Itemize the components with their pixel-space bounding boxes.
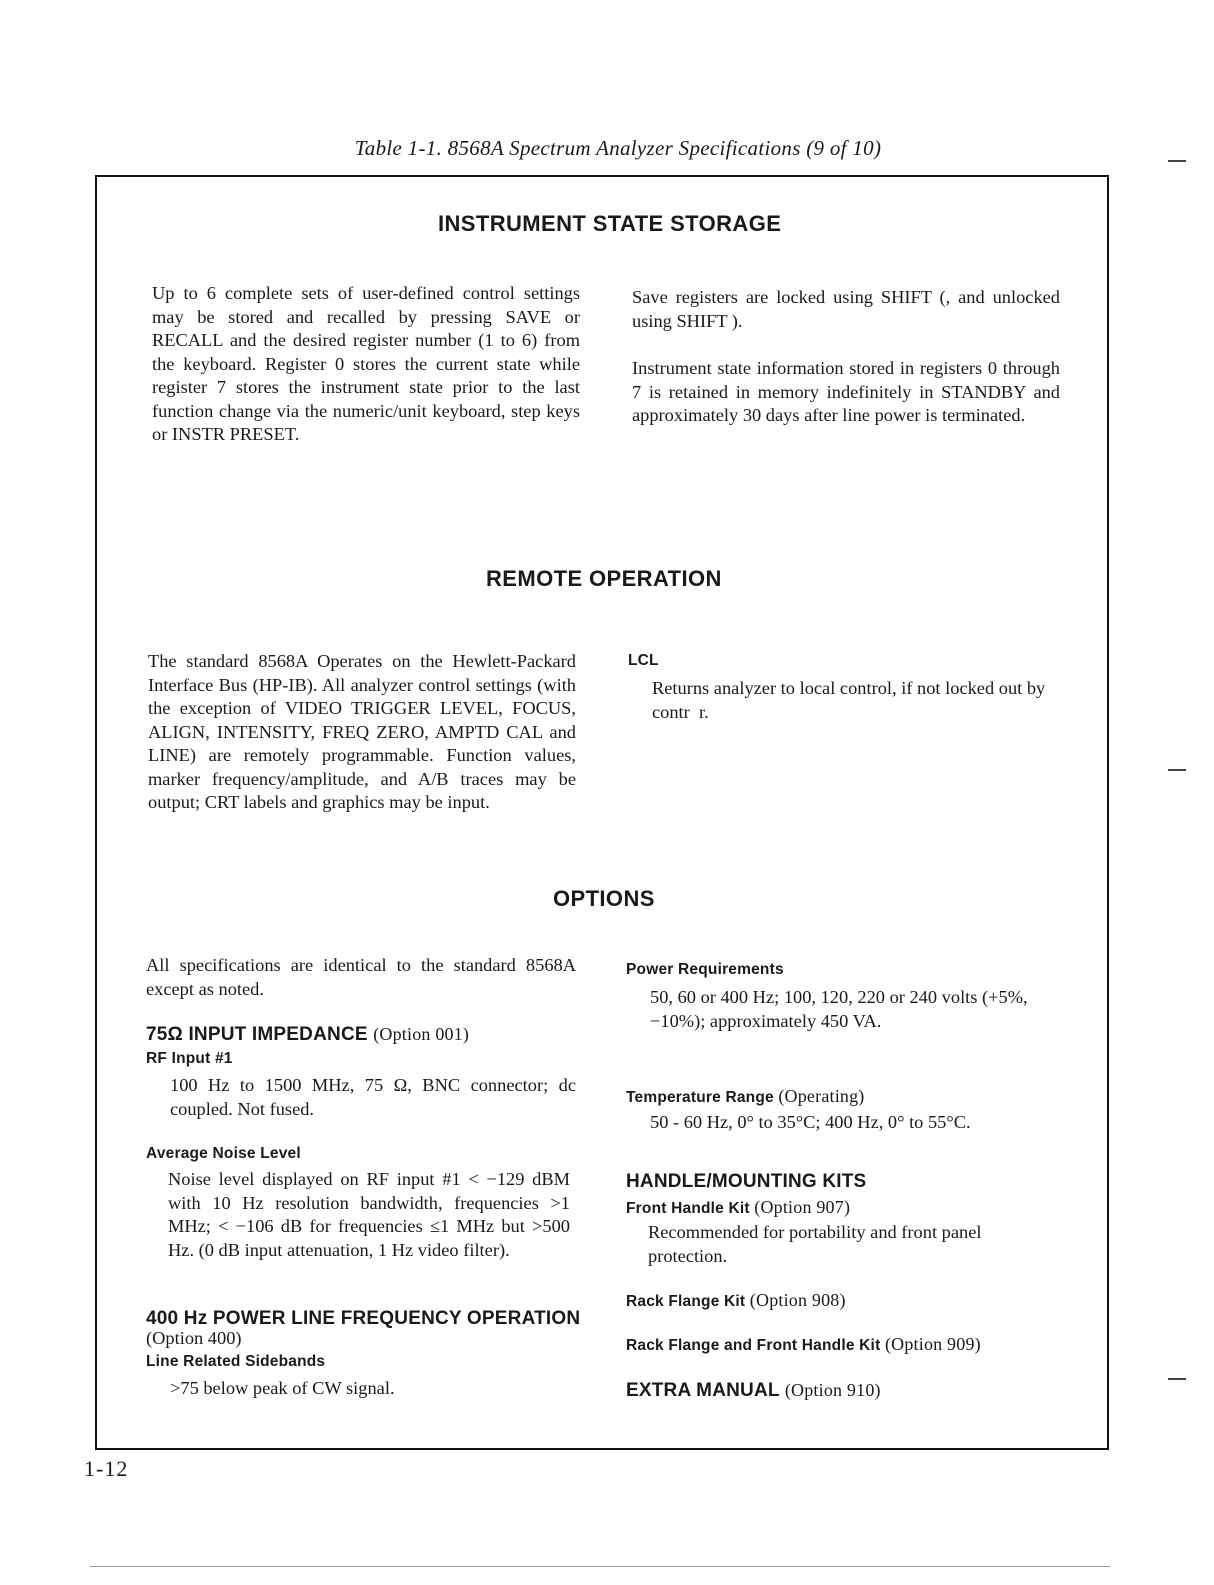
temperature-range-title: [626, 1086, 865, 1107]
sidebands-description: >75 below peak of CW signal.: [170, 1378, 395, 1398]
temperature-range-option: (Operating): [778, 1086, 865, 1106]
rack-handle-option: (Option 909): [884, 1334, 981, 1354]
margin-mark: [1168, 769, 1186, 771]
power-line-title: 400 Hz POWER LINE FREQUENCY OPERATION: [146, 1308, 581, 1329]
power-requirements-description: 50, 60 or 400 Hz; 100, 120, 220 or 240 volts (+5%, −10%); approximately 450 VA.: [650, 987, 1028, 1031]
rack-flange-title: [626, 1290, 846, 1311]
rack-flange-label: Rack Flange Kit: [626, 1293, 746, 1310]
rf-input-label: RF Input #1: [146, 1050, 233, 1067]
rf-input-description: 100 Hz to 1500 MHz, 75 Ω, BNC connector; dc coupled. Not fused.: [170, 1075, 576, 1119]
margin-mark: [1168, 1378, 1186, 1380]
storage-retention-note: Instrument state information stored in registers 0 through 7 is retained in memory indefinitely in STANDBY and approximately 30 days after line power is terminated.: [632, 358, 1060, 425]
temperature-range-description: 50 - 60 Hz, 0° to 35°C; 400 Hz, 0° to 55°C.: [650, 1112, 971, 1132]
impedance-option-title: [146, 1024, 469, 1046]
storage-lock-note: Save registers are locked using SHIFT (, and unlocked using SHIFT ).: [632, 287, 1060, 331]
rack-handle-label: Rack Flange and Front Handle Kit: [626, 1337, 881, 1354]
front-handle-option: (Option 907): [754, 1197, 851, 1217]
impedance-title: 75Ω INPUT IMPEDANCE: [146, 1024, 368, 1045]
section-heading-storage: INSTRUMENT STATE STORAGE: [438, 211, 782, 236]
power-requirements-label: Power Requirements: [626, 961, 784, 978]
remote-description: The standard 8568A Operates on the Hewlett-Packard Interface Bus (HP-IB). All analyzer control settings (with the exception of VIDEO TRIGGER LEVEL, FOCUS, ALIGN, INTENSITY, FREQ ZERO, AMPTD CAL and LINE) are remotely programmable. Function values, marker frequency/amplitude, and A/B traces may be output; CRT labels and graphics may be input.: [148, 651, 576, 812]
handle-kits-title: HANDLE/MOUNTING KITS: [626, 1171, 867, 1192]
page-number: 1-12: [84, 1456, 129, 1481]
lcl-label: LCL: [628, 652, 659, 669]
rack-handle-title: [626, 1334, 981, 1355]
front-handle-description: Recommended for portability and front panel protection.: [648, 1222, 982, 1266]
impedance-option-number: (Option 001): [373, 1024, 470, 1044]
extra-manual-title: [626, 1380, 881, 1402]
scan-edge-line: [90, 1566, 1110, 1567]
options-intro: All specifications are identical to the standard 8568A except as noted.: [146, 955, 576, 999]
power-line-option: (Option 400): [146, 1328, 242, 1348]
rack-flange-option: (Option 908): [749, 1290, 846, 1310]
lcl-description: Returns analyzer to local control, if not locked out by contr r.: [652, 678, 1046, 722]
section-heading-remote: REMOTE OPERATION: [486, 566, 722, 591]
section-heading-options: OPTIONS: [553, 886, 655, 911]
front-handle-title: [626, 1197, 850, 1218]
temperature-range-label: Temperature Range: [626, 1089, 774, 1106]
margin-mark: [1168, 160, 1186, 162]
noise-level-label: Average Noise Level: [146, 1145, 301, 1162]
extra-manual-label: EXTRA MANUAL: [626, 1380, 780, 1401]
table-caption: Table 1-1. 8568A Spectrum Analyzer Specifications (9 of 10): [354, 136, 882, 160]
storage-description: Up to 6 complete sets of user-defined control settings may be stored and recalled by pressing SAVE or RECALL and the desired register number (1 to 6) from the keyboard. Register 0 stores the current state while register 7 stores the instrument state prior to the last function change via the numeric/unit keyboard, step keys or INSTR PRESET.: [152, 283, 580, 444]
front-handle-label: Front Handle Kit: [626, 1200, 750, 1217]
extra-manual-option: (Option 910): [784, 1380, 881, 1400]
noise-level-description: Noise level displayed on RF input #1 < −129 dBM with 10 Hz resolution bandwidth, frequencies >1 MHz; < −106 dB for frequencies ≤1 MHz but >500 Hz. (0 dB input attenuation, 1 Hz video filter).: [168, 1169, 570, 1260]
sidebands-label: Line Related Sidebands: [146, 1353, 326, 1370]
